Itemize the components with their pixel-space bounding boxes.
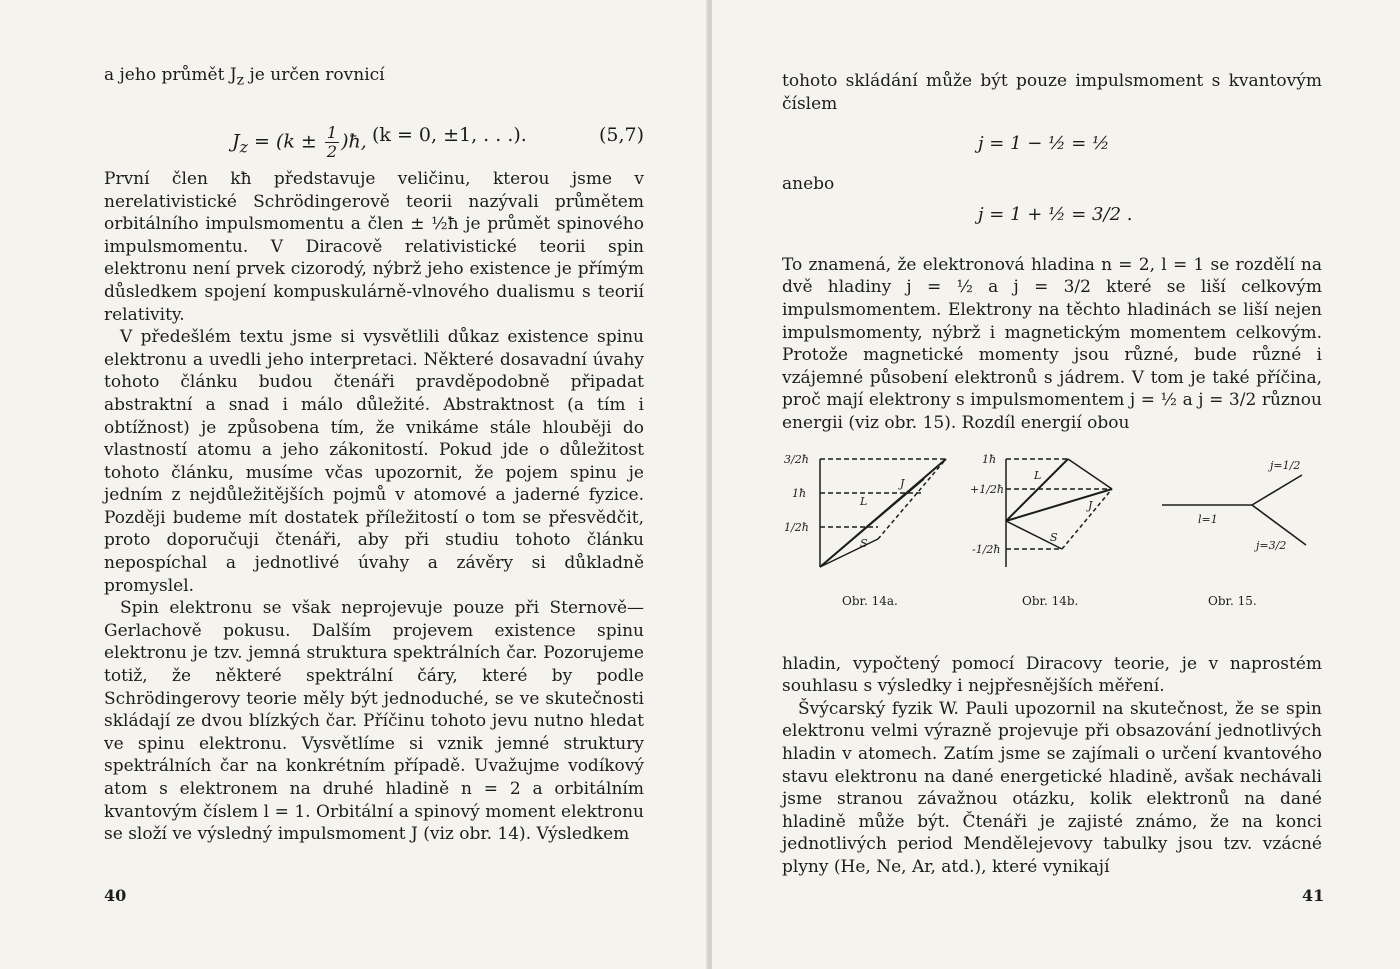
fig14b-label-s: S (1050, 530, 1058, 544)
intro-rest: je určen rovnicí (244, 65, 385, 85)
fig14b-label-minus-half: -1/2ħ (972, 542, 1001, 556)
page-number-left: 40 (104, 886, 127, 905)
fig14a-label-half: 1/2ħ (784, 520, 809, 534)
fig-14a (820, 459, 946, 567)
word-anebo: anebo (782, 174, 835, 195)
fig14a-caption: Obr. 14a. (842, 593, 898, 608)
fig14a-vector-l (820, 476, 924, 567)
fig14a-label-l: L (860, 494, 868, 508)
equation-body (232, 124, 367, 161)
fig14a-label-3half: 3/2ħ (784, 452, 809, 466)
left-text-column (104, 64, 644, 846)
paragraph-3: Spin elektronu se však neprojevuje pouze při Sternově—Gerlachově pokusu. Dalším projevem existence spinu elektronu je tzv. jemná struktura spektrálních čar. Pozorujeme totiž, že některé spektrální čáry, které by podle Schrödingerovy teorie měly být jednoduché, se ve skutečnosti skládají ze dvou blízkých čar. Příčinu tohoto jevu nutno hledat ve spinu elektronu. Vysvětlíme si vznik jemné struktury spektrálních čar na konkrétním případě. Uvažujme vodíkový atom s elektronem na druhé hladině n = 2 a orbitálním kvantovým číslem l = 1. Orbitální a spinový moment elektronu se složí ve výsledný impulsmoment J (viz obr. 14). Výsledkem (104, 598, 644, 845)
fig14a-label-1: 1ħ (792, 486, 807, 500)
eq-lhs-sub: z (239, 137, 248, 157)
equation-j-three-halves (782, 196, 1322, 254)
fig15-caption: Obr. 15. (1208, 593, 1257, 608)
equation-number: (5,7) (598, 123, 644, 146)
right-paragraph-0: tohoto skládání může být pouze impulsmoment s kvantovým číslem (782, 71, 1322, 114)
paragraph-2: V předešlém textu jsme si vysvětlili důkaz existence spinu elektronu a uvedli jeho interpretaci. Některé dosavadní úvahy tohoto článku budou čtenáři pravděpodobně připadat abstraktní a snad i málo důležité. Abstraktnost (a tím i obtížnost) je způsobena tím, že vnikáme stále hlouběji do vlastností atomu a jeho zákonitostí. Pokud jde o důležitost tohoto článku, musíme včas upozornit, že pojem spinu je jedním z nejdůležitějších pojmů v atomové a jaderné fyzice. Později budeme mít dostatek příležitostí o tom se přesvědčit, proto doporučuji čtenáři, aby při studiu tohoto článku nepospíchal a jednotlivé úvahy a závěry si důkladně promyslel. (104, 327, 644, 596)
right-paragraph-3: Švýcarský fyzik W. Pauli upozornil na skutečnost, že se spin elektronu velmi výrazně projevuje při obsazování jednotlivých hladin v atomech. Zatím jsme se zajímali o určení kvantového stavu elektronu na dané energetické hladině, avšak nechávali jsme stranou závažnou otázku, kolik elektronů na dané hladině může být. Čtenáři je zajisté známo, že na konci jednotlivých period Mendělejevovy tabulky jsou tzv. vzácné plyny (He, Ne, Ar, atd.), které vynikají (782, 698, 1322, 877)
eq-frac-num: 1 (326, 122, 338, 142)
equation-condition: (k = 0, ±1, . . .). (372, 123, 527, 146)
equation-5-7 (104, 92, 644, 168)
fig15-label-j-half: j=1/2 (1270, 458, 1301, 472)
right-text-column (782, 70, 1322, 878)
equation-j-half (782, 115, 1322, 173)
fig-15 (1162, 475, 1306, 545)
fig15-label-j-3half: j=3/2 (1256, 538, 1287, 552)
fig14a-label-s: S (860, 536, 868, 550)
eq-j-half-text: j = 1 − ½ = ½ (978, 133, 1110, 155)
fig15-level-j-half (1252, 475, 1302, 505)
fig14b-dash-1 (1062, 489, 1112, 549)
eq-fraction (325, 124, 339, 161)
eq-mid: = (k ± (247, 130, 323, 153)
right-paragraph-1: To znamená, že elektronová hladina n = 2, l = 1 se rozdělí na dvě hladiny j = ½ a j = 3/2 které se liší celkovým impulsmomentem. Elektrony na těchto hladinách se liší nejen impulsmomenty, nýbrž i magnetickým momentem celkovým. Protože magnetické momenty jsou různé, bude různé i vzájemné působení elektronů s jádrem. V tom je také příčina, proč mají elektrony s impulsmomentem j = ½ a j = 3/2 různou energii (viz obr. 15). Rozdíl energií obou (782, 254, 1322, 433)
eq-lhs: J (232, 130, 240, 153)
fig14a-label-j: J (900, 476, 905, 490)
paragraph-1: První člen kħ představuje veličinu, kterou jsme v nerelativistické Schrödingerově teorii nazývali průmětem orbitálního impulsmomentu a člen ± ½ħ je průmět spinového impulsmomentu. V Diracově relativistické teorii spin elektronu není prvek cizorodý, nýbrž jeho existence je přímým důsledkem spojení kompuskulárně-vlnového dualismu s teorií relativity. (104, 168, 644, 325)
fig14b-vector-top (1068, 459, 1112, 489)
figures-row (782, 449, 1322, 639)
eq-frac-den: 2 (326, 141, 338, 161)
fig14b-label-j: J (1088, 498, 1093, 512)
eq-j-three-halves-text: j = 1 + ½ = 3/2 . (978, 203, 1133, 225)
fig14b-caption: Obr. 14b. (1022, 593, 1079, 608)
intro-subscript: z (236, 72, 245, 89)
fig14b-label-1: 1ħ (982, 452, 997, 466)
eq-mid2: )ħ, (341, 130, 367, 153)
figures-svg (782, 449, 1322, 639)
right-paragraph-2: hladin, vypočtený pomocí Diracovy teorie, je v naprostém souhlasu s výsledky i nejpřesnějších měření. (782, 653, 1322, 697)
page-number-right: 41 (1302, 886, 1325, 905)
intro-text: a jeho průmět J (104, 65, 237, 85)
fig14b-label-l: L (1034, 468, 1042, 482)
fig14b-label-plus-half: +1/2ħ (970, 482, 1005, 496)
right-page (712, 0, 1400, 969)
fig14a-dash-1 (878, 459, 946, 539)
intro-line (104, 64, 644, 92)
fig15-label-l: l=1 (1198, 512, 1218, 526)
fig-14b (1006, 459, 1112, 567)
